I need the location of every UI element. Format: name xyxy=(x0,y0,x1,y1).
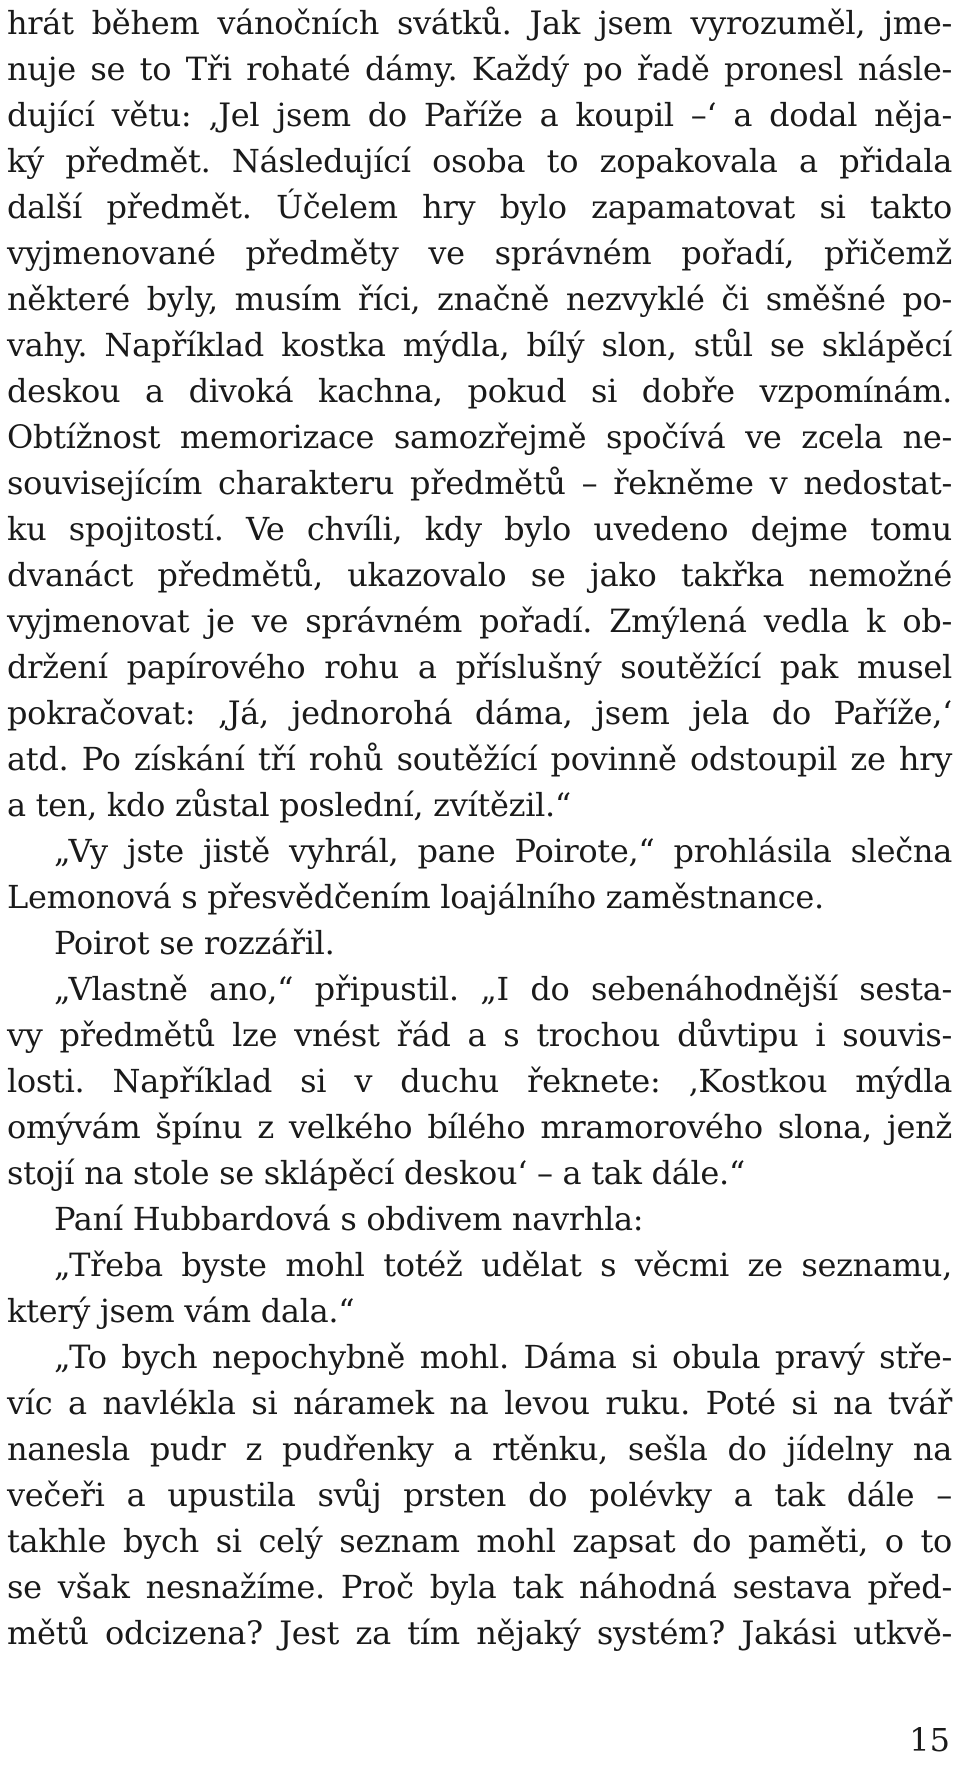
text-line: „Třeba byste mohl totéž udělat s věcmi ze seznamu, xyxy=(54,1246,952,1284)
text-line: Lemonová s přesvědčením loajálního zaměstnance. xyxy=(7,878,824,916)
text-line: vy předmětů lze vnést řád a s trochou důvtipu i souvis- xyxy=(7,1016,952,1054)
text-line: Obtížnost memorizace samozřejmě spočívá ve zcela ne- xyxy=(7,418,952,456)
text-line: „Vlastně ano,“ připustil. „I do sebenáhodnější sesta- xyxy=(54,970,952,1008)
text-line: pokračovat: ‚Já, jednorohá dáma, jsem jela do Paříže,‘ xyxy=(7,694,952,732)
text-line: vyjmenované předměty ve správném pořadí, přičemž xyxy=(7,234,952,272)
text-line: víc a navlékla si náramek na levou ruku. Poté si na tvář xyxy=(7,1384,952,1422)
text-line: omývám špínu z velkého bílého mramorového slona, jenž xyxy=(7,1108,952,1146)
text-line: stojí na stole se sklápěcí deskou‘ – a tak dále.“ xyxy=(7,1154,745,1192)
text-line: Paní Hubbardová s obdivem navrhla: xyxy=(54,1200,644,1238)
text-line: vyjmenovat je ve správném pořadí. Zmýlená vedla k ob- xyxy=(7,602,952,640)
text-line: dující větu: ‚Jel jsem do Paříže a koupil –‘ a dodal něja- xyxy=(7,96,952,134)
text-line: držení papírového rohu a příslušný soutěžící pak musel xyxy=(7,648,952,686)
page-number: 15 xyxy=(909,1721,950,1759)
text-line: losti. Například si v duchu řeknete: ‚Kostkou mýdla xyxy=(7,1062,952,1100)
text-line: další předmět. Účelem hry bylo zapamatovat si takto xyxy=(7,188,952,226)
text-line: některé byly, musím říci, značně nezvyklé či směšné po- xyxy=(7,280,952,318)
text-line: souvisejícím charakteru předmětů – řekněme v nedostat- xyxy=(7,464,952,502)
text-line: ký předmět. Následující osoba to zopakovala a přidala xyxy=(7,142,952,180)
text-line: Poirot se rozzářil. xyxy=(54,924,335,962)
text-line: takhle bych si celý seznam mohl zapsat do paměti, o to xyxy=(7,1522,952,1560)
text-line: se však nesnažíme. Proč byla tak náhodná sestava před- xyxy=(7,1568,952,1606)
text-line: ku spojitostí. Ve chvíli, kdy bylo uvedeno dejme tomu xyxy=(7,510,952,548)
text-line: „To bych nepochybně mohl. Dáma si obula pravý stře- xyxy=(54,1338,952,1376)
text-line: hrát během vánočních svátků. Jak jsem vyrozuměl, jme- xyxy=(7,4,952,42)
text-line: mětů odcizena? Jest za tím nějaký systém? Jakási utkvě- xyxy=(7,1614,952,1652)
text-line: atd. Po získání tří rohů soutěžící povinně odstoupil ze hry xyxy=(7,740,952,778)
text-line: dvanáct předmětů, ukazovalo se jako takřka nemožné xyxy=(7,556,952,594)
text-line: večeři a upustila svůj prsten do polévky a tak dále – xyxy=(7,1476,952,1514)
text-line: deskou a divoká kachna, pokud si dobře vzpomínám. xyxy=(7,372,952,410)
text-line: „Vy jste jistě vyhrál, pane Poirote,“ prohlásila slečna xyxy=(54,832,952,870)
text-line: nuje se to Tři rohaté dámy. Každý po řadě pronesl násle- xyxy=(7,50,952,88)
text-line: a ten, kdo zůstal poslední, zvítězil.“ xyxy=(7,786,571,824)
text-line: vahy. Například kostka mýdla, bílý slon, stůl se sklápěcí xyxy=(7,326,952,364)
body-text xyxy=(7,0,952,1656)
text-line: který jsem vám dala.“ xyxy=(7,1292,355,1330)
text-line: nanesla pudr z pudřenky a rtěnku, sešla do jídelny na xyxy=(7,1430,952,1468)
